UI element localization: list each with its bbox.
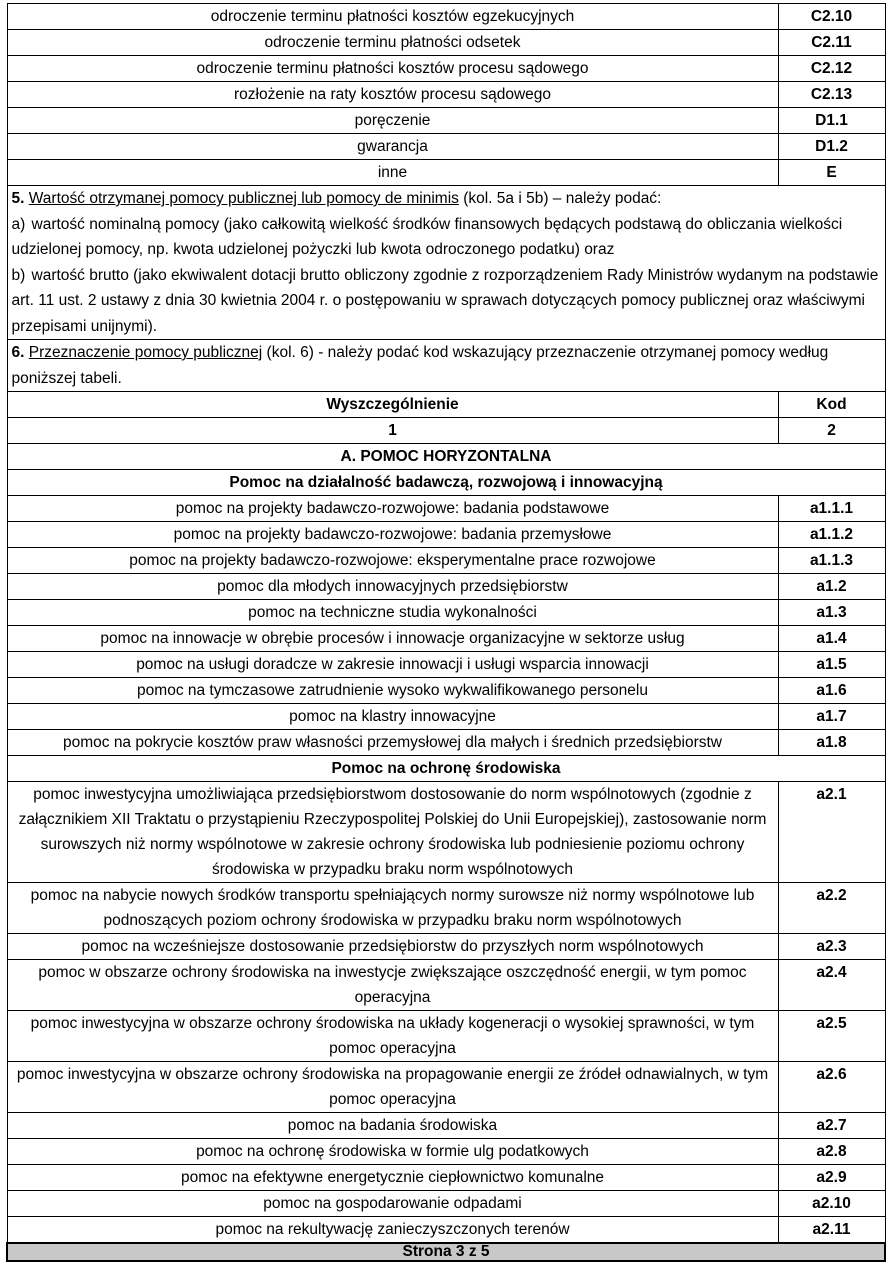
research-row-description: pomoc na projekty badawczo-rozwojowe: eksperymentalne prace rozwojowe [7, 548, 778, 574]
note-6-text: (kol. 6) - należy podać kod wskazujący przeznaczenie otrzymanej pomocy według poniższej tabeli. [11, 344, 829, 387]
top-row-description: odroczenie terminu płatności odsetek [7, 30, 778, 56]
table-row [7, 82, 885, 108]
group-2-rows [7, 782, 885, 1244]
table-row [7, 30, 885, 56]
environment-row-description: pomoc inwestycyjna w obszarze ochrony środowiska na układy kogeneracji o wysokiej sprawności, w tym pomoc operacyjna [7, 1011, 778, 1062]
environment-row-code: a2.6 [778, 1062, 885, 1113]
top-row-code: C2.11 [778, 30, 885, 56]
note-5-row [7, 186, 885, 340]
environment-row-code: a2.7 [778, 1113, 885, 1139]
group-2-heading: Pomoc na ochronę środowiska [7, 756, 885, 782]
environment-row-code: a2.4 [778, 960, 885, 1011]
top-row-code: C2.13 [778, 82, 885, 108]
section-a-heading: A. POMOC HORYZONTALNA [7, 444, 885, 470]
research-row-description: pomoc na klastry innowacyjne [7, 704, 778, 730]
group-2-row [7, 756, 885, 782]
research-row-description: pomoc na techniczne studia wykonalności [7, 600, 778, 626]
note-5-b-label: b) [11, 266, 26, 284]
environment-row-description: pomoc na efektywne energetycznie ciepłownictwo komunalne [7, 1165, 778, 1191]
environment-row-description: pomoc na badania środowiska [7, 1113, 778, 1139]
table-row [7, 496, 885, 522]
note-5-title: Wartość otrzymanej pomocy publicznej lub pomocy de minimis [28, 190, 459, 207]
environment-row-description: pomoc inwestycyjna w obszarze ochrony środowiska na propagowanie energii ze źródeł odnawialnych, w tym pomoc operacyjna [7, 1062, 778, 1113]
research-row-code: a1.3 [778, 600, 885, 626]
note-5-intro: (kol. 5a i 5b) – należy podać: [458, 190, 662, 207]
table-row [7, 730, 885, 756]
research-row-description: pomoc na projekty badawczo-rozwojowe: badania przemysłowe [7, 522, 778, 548]
section-a-row [7, 444, 885, 470]
top-row-description: gwarancja [7, 134, 778, 160]
table-row [7, 960, 885, 1011]
group-1-row [7, 470, 885, 496]
table-row [7, 574, 885, 600]
note-6-title: Przeznaczenie pomocy publicznej [28, 344, 263, 361]
top-row-code: D1.1 [778, 108, 885, 134]
top-row-description: odroczenie terminu płatności kosztów egzekucyjnych [7, 4, 778, 30]
footer-row [7, 1243, 885, 1261]
header-row [7, 392, 885, 418]
table-row [7, 704, 885, 730]
note-5 [7, 186, 885, 340]
top-row-description: rozłożenie na raty kosztów procesu sądowego [7, 82, 778, 108]
document-page [6, 3, 886, 1262]
environment-row-description: pomoc inwestycyjna umożliwiająca przedsiębiorstwom dostosowanie do norm wspólnotowych (zgodnie z załącznikiem XII Traktatu o przystąpieniu Rzeczypospolitej Polskiej do Unii Europejskiej), zastosowanie norm surowszych niż normy wspólnotowe w zakresie ochrony środowiska lub podniesienie poziomu ochrony środowiska w przypadku braku norm wspólnotowych [7, 782, 778, 883]
table-row [7, 600, 885, 626]
environment-row-code: a2.2 [778, 883, 885, 934]
table-row [7, 108, 885, 134]
top-row-code: E [778, 160, 885, 186]
research-row-code: a1.6 [778, 678, 885, 704]
table-row [7, 1139, 885, 1165]
research-row-code: a1.1.3 [778, 548, 885, 574]
note-6-row [7, 340, 885, 392]
table-row [7, 1191, 885, 1217]
aid-codes-table [6, 3, 886, 1262]
top-row-code: D1.2 [778, 134, 885, 160]
group-1-rows [7, 496, 885, 756]
table-row [7, 934, 885, 960]
research-row-code: a1.7 [778, 704, 885, 730]
note-5-number: 5. [11, 190, 25, 207]
research-row-description: pomoc na projekty badawczo-rozwojowe: badania podstawowe [7, 496, 778, 522]
note-5-b-text: wartość brutto (jako ekwiwalent dotacji brutto obliczony zgodnie z rozporządzeniem Rady Ministrów wydanym na podstawie art. 11 ust. 2 ustawy z dnia 30 kwietnia 2004 r. o postępowaniu w sprawach dotyczących pomocy publicznej oraz właściwymi przepisami unijnymi). [11, 266, 879, 335]
note-6 [7, 340, 885, 392]
research-row-code: a1.5 [778, 652, 885, 678]
environment-row-code: a2.1 [778, 782, 885, 883]
header-code: Kod [778, 392, 885, 418]
note-5-a-label: a) [11, 215, 26, 233]
top-row-description: poręczenie [7, 108, 778, 134]
table-row [7, 4, 885, 30]
table-row [7, 1165, 885, 1191]
environment-row-description: pomoc w obszarze ochrony środowiska na inwestycje zwiększające oszczędność energii, w tym pomoc operacyjna [7, 960, 778, 1011]
research-row-description: pomoc na tymczasowe zatrudnienie wysoko wykwalifikowanego personelu [7, 678, 778, 704]
research-row-description: pomoc na pokrycie kosztów praw własności przemysłowej dla małych i średnich przedsiębiorstw [7, 730, 778, 756]
table-row [7, 522, 885, 548]
table-row [7, 548, 885, 574]
environment-row-description: pomoc na ochronę środowiska w formie ulg podatkowych [7, 1139, 778, 1165]
column-number-row [7, 418, 885, 444]
environment-row-code: a2.10 [778, 1191, 885, 1217]
table-row [7, 1113, 885, 1139]
top-row-description: inne [7, 160, 778, 186]
top-row-code: C2.10 [778, 4, 885, 30]
research-row-code: a1.2 [778, 574, 885, 600]
table-row [7, 883, 885, 934]
note-5-a-text: wartość nominalną pomocy (jako całkowitą wielkość środków finansowych będących podstawą do obliczania wielkości udzielonej pomocy, np. kwota udzielonej pożyczki lub kwota odroczonego podatku) oraz [11, 215, 843, 258]
environment-row-code: a2.9 [778, 1165, 885, 1191]
environment-row-description: pomoc na rekultywację zanieczyszczonych terenów [7, 1217, 778, 1244]
top-row-description: odroczenie terminu płatności kosztów procesu sądowego [7, 56, 778, 82]
note-6-number: 6. [11, 344, 25, 361]
research-row-description: pomoc na innowacje w obrębie procesów i innowacje organizacyjne w sektorze usług [7, 626, 778, 652]
environment-row-code: a2.3 [778, 934, 885, 960]
table-row [7, 1217, 885, 1244]
top-rows [7, 4, 885, 186]
header-description: Wyszczególnienie [7, 392, 778, 418]
environment-row-code: a2.11 [778, 1217, 885, 1244]
research-row-description: pomoc dla młodych innowacyjnych przedsiębiorstw [7, 574, 778, 600]
table-row [7, 134, 885, 160]
environment-row-description: pomoc na gospodarowanie odpadami [7, 1191, 778, 1217]
research-row-code: a1.8 [778, 730, 885, 756]
research-row-code: a1.1.1 [778, 496, 885, 522]
research-row-code: a1.4 [778, 626, 885, 652]
table-row [7, 678, 885, 704]
environment-row-description: pomoc na nabycie nowych środków transportu spełniających normy surowsze niż normy wspólnotowe lub podnoszących poziom ochrony środowiska w przypadku braku norm wspólnotowych [7, 883, 778, 934]
table-row [7, 652, 885, 678]
environment-row-code: a2.5 [778, 1011, 885, 1062]
table-row [7, 1011, 885, 1062]
environment-row-description: pomoc na wcześniejsze dostosowanie przedsiębiorstw do przyszłych norm wspólnotowych [7, 934, 778, 960]
table-row [7, 782, 885, 883]
table-row [7, 56, 885, 82]
table-row [7, 626, 885, 652]
environment-row-code: a2.8 [778, 1139, 885, 1165]
page-number: Strona 3 z 5 [7, 1243, 885, 1261]
research-row-code: a1.1.2 [778, 522, 885, 548]
column-number-2: 2 [778, 418, 885, 444]
column-number-1: 1 [7, 418, 778, 444]
top-row-code: C2.12 [778, 56, 885, 82]
research-row-description: pomoc na usługi doradcze w zakresie innowacji i usługi wsparcia innowacji [7, 652, 778, 678]
table-row [7, 1062, 885, 1113]
group-1-heading: Pomoc na działalność badawczą, rozwojową i innowacyjną [7, 470, 885, 496]
table-row [7, 160, 885, 186]
